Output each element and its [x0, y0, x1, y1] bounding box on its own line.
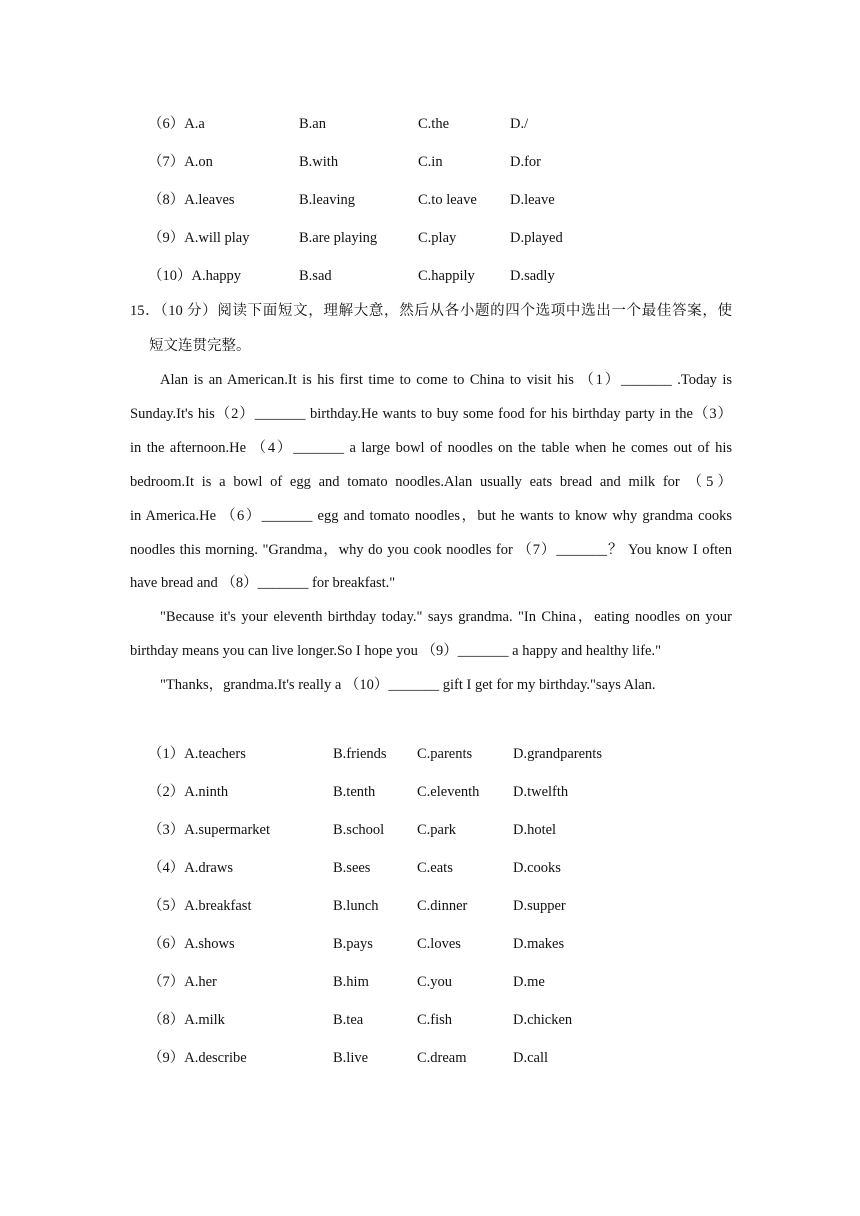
option-c: C.park: [417, 822, 457, 838]
option-c: C.eleventh: [417, 784, 480, 800]
option-d: D.chicken: [513, 1012, 573, 1028]
option-a: （9）A.describe: [148, 1050, 247, 1066]
passage-line: in America.He （6）_______ egg and tomato noodles，but he wants to know why grandma cooks: [130, 508, 732, 524]
option-c: C.dream: [417, 1050, 467, 1066]
option-c: C.happily: [418, 268, 475, 284]
option-c: C.loves: [417, 936, 461, 952]
option-b: B.sees: [333, 860, 371, 876]
option-b: B.sad: [299, 268, 332, 284]
passage-line: "Because it's your eleventh birthday today." says grandma. "In China，eating noodles on your: [160, 609, 732, 625]
option-a: （5）A.breakfast: [148, 898, 252, 914]
option-a: （8）A.leaves: [148, 192, 235, 208]
passage-line: noodles this morning. "Grandma，why do you cook noodles for （7）_______？ You know I often: [130, 542, 732, 558]
option-b: B.live: [333, 1050, 369, 1066]
option-c: C.the: [418, 116, 450, 132]
option-c: C.parents: [417, 746, 473, 762]
passage-line: birthday means you can live longer.So I hope you （9）_______ a happy and healthy life.": [130, 643, 662, 659]
option-a: （6）A.a: [148, 116, 205, 132]
passage-line: have bread and （8）_______ for breakfast.": [130, 575, 396, 591]
option-a: （2）A.ninth: [148, 784, 229, 800]
option-a: （3）A.supermarket: [148, 822, 271, 838]
option-c: C.eats: [417, 860, 453, 876]
option-b: B.him: [333, 974, 369, 990]
question-heading: 15．（10 分）阅读下面短文，理解大意，然后从各小题的四个选项中选出一个最佳答案，使: [130, 303, 732, 319]
option-c: C.to leave: [418, 192, 477, 208]
option-d: D.makes: [513, 936, 565, 952]
option-b: B.leaving: [299, 192, 355, 208]
option-a: （7）A.her: [148, 974, 217, 990]
option-d: D.call: [513, 1050, 549, 1066]
option-d: D.me: [513, 974, 545, 990]
option-a: （10）A.happy: [148, 268, 242, 284]
option-a: （9）A.will play: [148, 230, 250, 246]
option-d: D.leave: [510, 192, 555, 208]
option-d: D.cooks: [513, 860, 561, 876]
option-d: D.supper: [513, 898, 566, 914]
option-d: D.twelfth: [513, 784, 569, 800]
option-b: B.friends: [333, 746, 387, 762]
option-d: D.played: [510, 230, 563, 246]
option-d: D./: [510, 116, 529, 132]
option-c: C.play: [418, 230, 457, 246]
option-d: D.grandparents: [513, 746, 602, 762]
option-b: B.tenth: [333, 784, 376, 800]
passage-line: bedroom.It is a bowl of egg and tomato noodles.Alan usually eats bread and milk for （5）: [130, 474, 732, 490]
option-a: （6）A.shows: [148, 936, 235, 952]
option-b: B.are playing: [299, 230, 378, 246]
option-a: （8）A.milk: [148, 1012, 225, 1028]
option-d: D.hotel: [513, 822, 557, 838]
option-a: （4）A.draws: [148, 860, 233, 876]
question-heading-cont: 短文连贯完整。: [149, 338, 251, 354]
option-d: D.sadly: [510, 268, 555, 284]
passage-line: Sunday.It's his（2）_______ birthday.He wants to buy some food for his birthday party in the（3）: [130, 406, 732, 422]
option-b: B.pays: [333, 936, 373, 952]
option-c: C.you: [417, 974, 453, 990]
option-c: C.fish: [417, 1012, 453, 1028]
option-a: （1）A.teachers: [148, 746, 246, 762]
option-b: B.with: [299, 154, 339, 170]
option-a: （7）A.on: [148, 154, 213, 170]
option-b: B.lunch: [333, 898, 379, 914]
passage-line: Alan is an American.It is his first time to come to China to visit his （1）_______ .Today is: [160, 372, 732, 388]
option-c: C.dinner: [417, 898, 468, 914]
passage-line: in the afternoon.He （4）_______ a large bowl of noodles on the table when he comes out of his: [130, 440, 732, 456]
option-b: B.tea: [333, 1012, 364, 1028]
option-c: C.in: [418, 154, 443, 170]
option-b: B.an: [299, 116, 326, 132]
passage-line: "Thanks，grandma.It's really a （10）_______ gift I get for my birthday."says Alan.: [160, 677, 656, 693]
option-d: D.for: [510, 154, 542, 170]
option-b: B.school: [333, 822, 385, 838]
